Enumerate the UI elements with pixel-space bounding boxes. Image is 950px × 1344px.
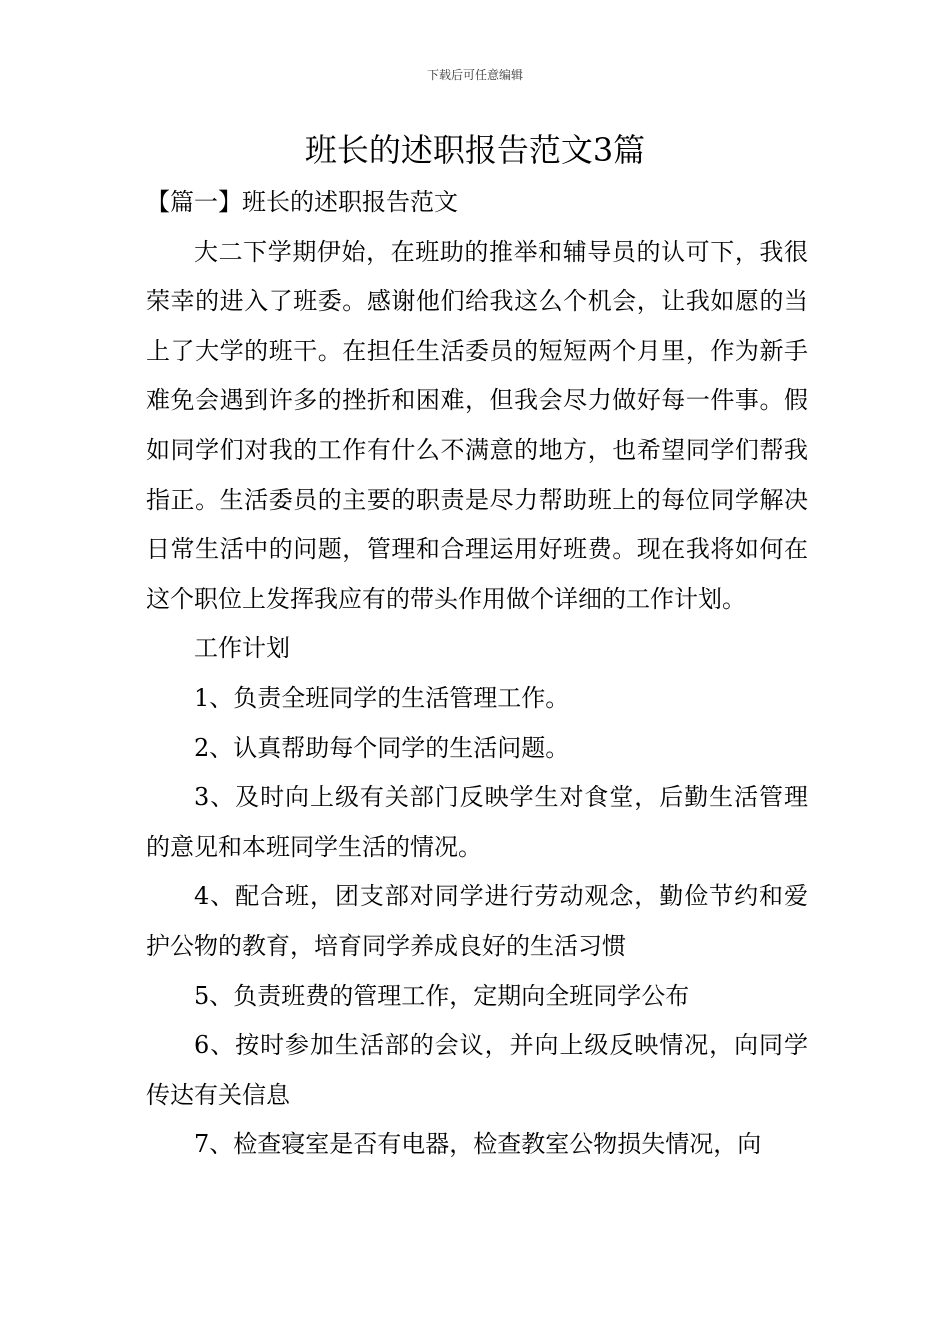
document-body xyxy=(146,178,808,1170)
plan-item: 2、认真帮助每个同学的生活问题。 xyxy=(194,733,570,762)
plan-heading: 工作计划 xyxy=(194,634,290,663)
plan-item: 4、配合班，团支部对同学进行劳动观念，勤俭节约和爱护公物的教育，培育同学养成良好的生活习惯 xyxy=(146,882,808,960)
page-title: 班长的述职报告范文3篇 xyxy=(304,131,646,169)
header-note: 下载后可任意编辑 xyxy=(426,68,523,82)
plan-item: 6、按时参加生活部的会议，并向上级反映情况，向同学传达有关信息 xyxy=(146,1031,808,1109)
plan-item: 1、负责全班同学的生活管理工作。 xyxy=(194,683,570,712)
intro-paragraph: 大二下学期伊始，在班助的推举和辅导员的认可下，我很荣幸的进入了班委。感谢他们给我这么个机会，让我如愿的当上了大学的班干。在担任生活委员的短短两个月里，作为新手难免会遇到许多的挫折和困难，但我会尽力做好每一件事。假如同学们对我的工作有什么不满意的地方，也希望同学们帮我指正。生活委员的主要的职责是尽力帮助班上的每位同学解决日常生活中的问题，管理和合理运用好班费。现在我将如何在这个职位上发挥我应有的带头作用做个详细的工作计划。 xyxy=(146,237,808,613)
plan-item: 3、及时向上级有关部门反映学生对食堂，后勤生活管理的意见和本班同学生活的情况。 xyxy=(146,783,808,861)
plan-item: 7、检查寝室是否有电器，检查教室公物损失情况，向 xyxy=(194,1130,762,1159)
plan-item: 5、负责班费的管理工作，定期向全班同学公布 xyxy=(194,981,690,1010)
section-heading: 【篇一】班长的述职报告范文 xyxy=(146,188,458,216)
